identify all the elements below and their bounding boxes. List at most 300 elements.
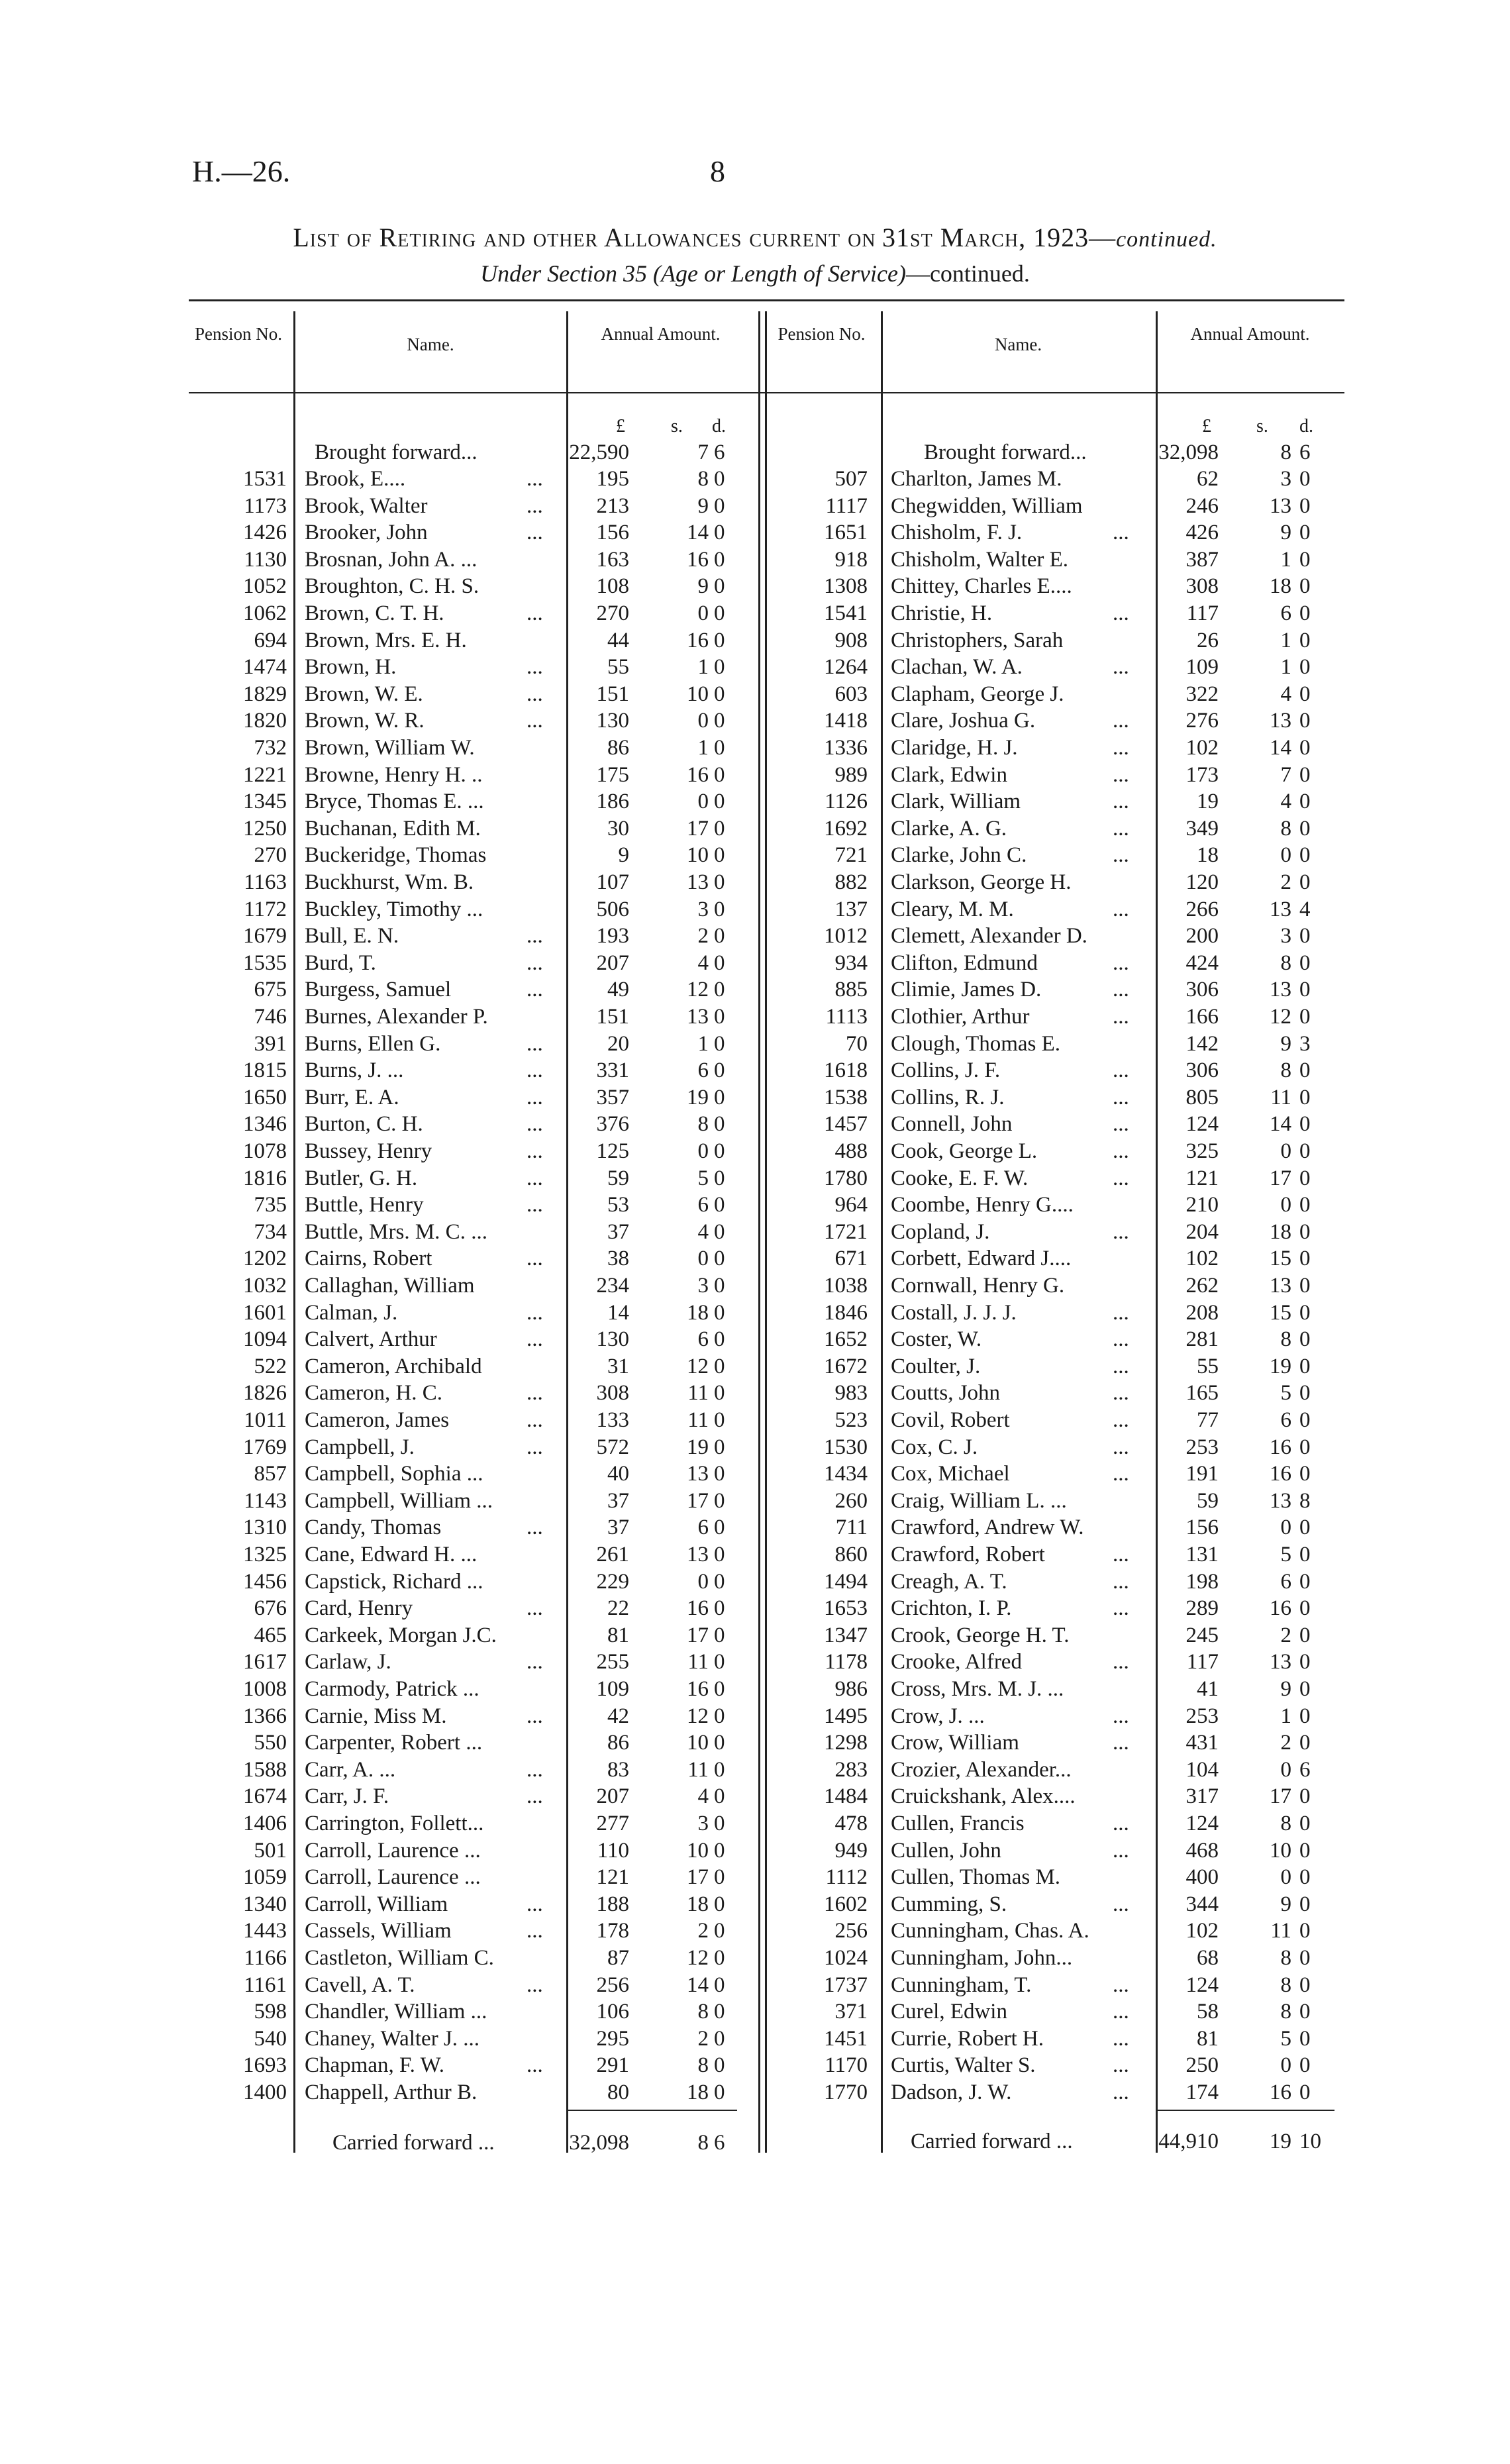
right-pension-no: 1170 (825, 2053, 868, 2078)
left-pension-no: 1130 (244, 547, 287, 572)
left-pensioner-name: Carkeek, Morgan J.C. (305, 1623, 497, 1647)
right-leader-dots: ... (1113, 843, 1129, 868)
right-amount-pence: 0 (1299, 1408, 1311, 1432)
right-amount-pence: 0 (1299, 1193, 1311, 1217)
right-leader-dots: ... (1113, 1219, 1129, 1244)
right-amount-pounds: 117 (1186, 601, 1219, 625)
left-amount-shillings: 12 (687, 1704, 709, 1728)
right-amount-shillings: 2 (1280, 1731, 1291, 1755)
total-label: Carried forward ... (332, 2131, 495, 2155)
left-amount-shillings: 18 (687, 1892, 709, 1916)
right-leader-dots: ... (1113, 521, 1129, 545)
right-leader-dots: ... (1113, 1408, 1129, 1432)
right-amount-shillings: 8 (1280, 1812, 1291, 1835)
total-label: Brought forward... (315, 440, 478, 464)
left-pensioner-name: Carpenter, Robert ... (305, 1731, 483, 1755)
right-pensioner-name: Coombe, Henry G.... (891, 1193, 1074, 1217)
left-amount-pounds: 188 (596, 1892, 629, 1916)
left-amount-pounds: 186 (596, 790, 629, 814)
right-amount-pounds: 250 (1185, 2053, 1219, 2078)
right-amount-shillings: 8 (1280, 1946, 1291, 1970)
left-amount-shillings: 13 (687, 1543, 709, 1566)
right-amount-shillings: 5 (1280, 2026, 1291, 2051)
left-amount-shillings: 0 (697, 601, 709, 625)
right-pensioner-name: Clemett, Alexander D. (891, 924, 1087, 949)
right-amount-pence: 0 (1299, 2053, 1311, 2078)
left-amount-shillings: 19 (687, 1085, 709, 1109)
left-amount-shillings: 11 (687, 1381, 709, 1406)
table-row (0, 735, 1510, 761)
left-pensioner-name: Cairns, Robert (305, 1247, 432, 1271)
right-pensioner-name: Costall, J. J. J. (891, 1300, 1017, 1325)
left-amount-pence: 0 (714, 655, 725, 680)
right-amount-shillings: 8 (1280, 1058, 1291, 1083)
table-row (0, 1783, 1510, 1810)
left-amount-shillings: 10 (687, 682, 709, 706)
table-row (0, 1622, 1510, 1649)
right-leader-dots: ... (1113, 2080, 1129, 2104)
table-row (0, 1649, 1510, 1675)
left-leader-dots: ... (527, 1139, 543, 1163)
right-amount-pence: 0 (1299, 493, 1311, 518)
right-amount-pounds: 173 (1185, 762, 1219, 787)
left-pension-no: 598 (254, 2000, 287, 2024)
left-leader-dots: ... (527, 1757, 543, 1782)
right-amount-pounds: 468 (1185, 1838, 1219, 1863)
left-amount-pence: 0 (714, 1892, 725, 1916)
right-amount-pence: 0 (1299, 1058, 1311, 1083)
left-amount-pence: 0 (714, 924, 725, 949)
right-amount-shillings: 10 (1270, 1838, 1291, 1863)
left-amount-shillings: 0 (697, 709, 709, 733)
right-pensioner-name: Currie, Robert H. (891, 2026, 1044, 2051)
left-pension-no: 1617 (243, 1650, 287, 1674)
left-amount-pounds: 195 (596, 467, 629, 491)
left-leader-dots: ... (527, 493, 543, 518)
left-pensioner-name: Campbell, William ... (305, 1488, 493, 1513)
right-pensioner-name: Coster, W. (891, 1327, 982, 1352)
left-pension-no: 1163 (244, 870, 287, 894)
left-amount-pence: 0 (714, 1085, 725, 1109)
left-amount-shillings: 12 (687, 1354, 709, 1378)
right-amount-shillings: 0 (1280, 1865, 1291, 1890)
table-row (0, 519, 1510, 546)
right-pension-no: 1126 (825, 790, 868, 814)
right-amount-shillings: 3 (1280, 924, 1291, 949)
right-leader-dots: ... (1113, 709, 1129, 733)
right-amount-pence: 0 (1299, 709, 1311, 733)
left-amount-pounds: 107 (596, 870, 629, 894)
left-amount-pounds: 156 (596, 521, 629, 545)
left-pension-no: 391 (254, 1031, 287, 1056)
right-pension-no: 523 (834, 1408, 868, 1432)
right-amount-pence: 0 (1299, 1812, 1311, 1835)
right-amount-pounds: 281 (1185, 1327, 1219, 1352)
right-amount-pounds: 349 (1185, 816, 1219, 841)
right-amount-pence: 0 (1299, 1300, 1311, 1325)
left-pensioner-name: Broughton, C. H. S. (305, 574, 479, 599)
right-amount-shillings: 0 (1280, 843, 1291, 868)
left-amount-pence: 0 (714, 2080, 725, 2104)
right-amount-pounds: 387 (1185, 547, 1219, 572)
right-amount-pence: 0 (1299, 924, 1311, 949)
right-pension-no: 949 (834, 1838, 868, 1863)
right-pension-no: 989 (834, 762, 868, 787)
right-amount-pence: 0 (1299, 628, 1311, 652)
left-pension-no: 1052 (243, 574, 287, 599)
left-amount-shillings: 3 (697, 1812, 709, 1835)
right-leader-dots: ... (1113, 1139, 1129, 1163)
right-amount-shillings: 0 (1280, 1193, 1291, 1217)
left-pension-no: 540 (254, 2026, 287, 2051)
right-pension-no: 603 (834, 682, 868, 706)
right-total-rule (1156, 2110, 1334, 2111)
right-amount-pounds: 104 (1185, 1757, 1219, 1782)
left-amount-shillings: 1 (697, 736, 709, 760)
left-leader-dots: ... (527, 1596, 543, 1621)
right-amount-pounds: 208 (1185, 1300, 1219, 1325)
left-amount-pounds: 44 (607, 628, 629, 652)
left-amount-pence: 0 (714, 1919, 725, 1943)
right-leader-dots: ... (1113, 1543, 1129, 1566)
left-pension-no: 675 (254, 978, 287, 1002)
right-pensioner-name: Crawford, Andrew W. (891, 1515, 1084, 1540)
right-amount-shillings: 0 (1280, 1515, 1291, 1540)
right-amount-shillings: 0 (1280, 1757, 1291, 1782)
right-pension-no: 1770 (824, 2080, 868, 2104)
left-amount-shillings: 19 (687, 1435, 709, 1459)
right-pension-no: 1618 (824, 1058, 868, 1083)
total-pounds: 32,098 (1158, 440, 1219, 464)
right-amount-pounds: 245 (1185, 1623, 1219, 1647)
right-pensioner-name: Christophers, Sarah (891, 628, 1064, 652)
left-pensioner-name: Chappell, Arthur B. (305, 2080, 478, 2104)
left-pension-no: 1094 (243, 1327, 287, 1352)
right-pension-no: 721 (834, 843, 868, 868)
left-amount-pence: 0 (714, 1623, 725, 1647)
right-amount-shillings: 4 (1280, 790, 1291, 814)
left-pension-no: 1400 (243, 2080, 287, 2104)
right-amount-pence: 3 (1299, 1031, 1311, 1056)
right-pensioner-name: Climie, James D. (891, 978, 1042, 1002)
table-row (0, 896, 1510, 923)
right-amount-shillings: 6 (1280, 601, 1291, 625)
left-amount-pounds: 572 (596, 1435, 629, 1459)
right-pension-no: 1484 (824, 1784, 868, 1809)
left-amount-pence: 0 (714, 1247, 725, 1271)
right-pensioner-name: Copland, J. (891, 1219, 990, 1244)
table-row (0, 1138, 1510, 1164)
left-leader-dots: ... (527, 1085, 543, 1109)
unit-shilling-right: s. (1256, 416, 1268, 436)
right-pensioner-name: Clough, Thomas E. (891, 1031, 1061, 1056)
left-amount-shillings: 11 (687, 1408, 709, 1432)
right-amount-shillings: 16 (1270, 1435, 1291, 1459)
left-leader-dots: ... (527, 1892, 543, 1916)
table-row (0, 1272, 1510, 1299)
left-pension-no: 732 (254, 736, 287, 760)
right-pension-no: 1113 (825, 1005, 868, 1029)
right-amount-pounds: 124 (1185, 1973, 1219, 1997)
right-pensioner-name: Collins, J. F. (891, 1058, 1001, 1083)
left-pension-no: 1346 (243, 1112, 287, 1137)
table-row (0, 842, 1510, 868)
right-amount-shillings: 11 (1270, 1085, 1291, 1109)
table-row (0, 1245, 1510, 1272)
col-pension-no-right: Pension No. (778, 324, 866, 344)
right-pensioner-name: Dadson, J. W. (891, 2080, 1012, 2104)
left-pension-no: 735 (254, 1193, 287, 1217)
table-row (0, 1407, 1510, 1433)
right-amount-pence: 0 (1299, 1435, 1311, 1459)
left-leader-dots: ... (527, 1650, 543, 1674)
left-leader-dots: ... (527, 1058, 543, 1083)
table-row (0, 2052, 1510, 2079)
right-amount-shillings: 13 (1270, 493, 1291, 518)
right-amount-pence: 0 (1299, 1462, 1311, 1486)
left-amount-pence: 0 (714, 467, 725, 491)
right-amount-pounds: 102 (1185, 736, 1219, 760)
left-pensioner-name: Carroll, William (305, 1892, 448, 1916)
left-amount-shillings: 12 (687, 978, 709, 1002)
left-amount-pence: 0 (714, 1435, 725, 1459)
unit-pound-left: £ (616, 416, 625, 436)
left-amount-pence: 0 (714, 1515, 725, 1540)
right-pension-no: 1721 (824, 1219, 868, 1244)
right-pensioner-name: Cross, Mrs. M. J. ... (891, 1677, 1064, 1701)
left-pensioner-name: Buckley, Timothy ... (305, 897, 483, 921)
left-leader-dots: ... (527, 978, 543, 1002)
left-amount-pence: 0 (714, 1462, 725, 1486)
right-pension-no: 1652 (824, 1327, 868, 1352)
right-amount-pounds: 308 (1185, 574, 1219, 599)
right-amount-pounds: 210 (1185, 1193, 1219, 1217)
right-amount-shillings: 13 (1270, 897, 1291, 921)
left-pensioner-name: Chandler, William ... (305, 2000, 487, 2024)
left-pensioner-name: Carroll, Laurence ... (305, 1865, 481, 1890)
right-pension-no: 1264 (824, 655, 868, 680)
right-amount-pounds: 262 (1185, 1274, 1219, 1298)
right-amount-shillings: 8 (1280, 1327, 1291, 1352)
right-amount-pence: 0 (1299, 1112, 1311, 1137)
table-row (0, 762, 1510, 788)
right-amount-pounds: 81 (1197, 2026, 1219, 2051)
table-title (0, 222, 1510, 253)
left-amount-shillings: 14 (687, 521, 709, 545)
left-pension-no: 501 (254, 1838, 287, 1863)
right-pension-no: 1336 (824, 736, 868, 760)
right-amount-pence: 0 (1299, 978, 1311, 1002)
left-amount-shillings: 4 (697, 950, 709, 975)
left-amount-pence: 0 (714, 574, 725, 599)
right-amount-pence: 0 (1299, 1274, 1311, 1298)
right-pensioner-name: Coutts, John (891, 1381, 1001, 1406)
right-amount-shillings: 2 (1280, 870, 1291, 894)
table-row (0, 466, 1510, 492)
left-amount-pounds: 295 (596, 2026, 629, 2051)
right-leader-dots: ... (1113, 2000, 1129, 2024)
right-amount-pence: 0 (1299, 1219, 1311, 1244)
left-amount-pounds: 49 (607, 978, 629, 1002)
left-pensioner-name: Brown, W. R. (305, 709, 425, 733)
left-pensioner-name: Buchanan, Edith M. (305, 816, 481, 841)
left-amount-pounds: 53 (607, 1193, 629, 1217)
right-amount-pounds: 400 (1185, 1865, 1219, 1890)
right-amount-pounds: 253 (1185, 1435, 1219, 1459)
right-pensioner-name: Clark, William (891, 790, 1021, 814)
right-amount-shillings: 2 (1280, 1623, 1291, 1647)
right-amount-pence: 0 (1299, 1327, 1311, 1352)
right-amount-pounds: 19 (1197, 790, 1219, 814)
table-row (0, 1219, 1510, 1245)
right-leader-dots: ... (1113, 736, 1129, 760)
right-leader-dots: ... (1113, 2053, 1129, 2078)
left-amount-shillings: 13 (687, 870, 709, 894)
right-leader-dots: ... (1113, 1166, 1129, 1190)
right-pensioner-name: Clarke, John C. (891, 843, 1027, 868)
left-pension-no: 1325 (243, 1543, 287, 1566)
right-amount-shillings: 16 (1270, 2080, 1291, 2104)
right-leader-dots: ... (1113, 1462, 1129, 1486)
left-amount-pence: 0 (714, 736, 725, 760)
right-pensioner-name: Curtis, Walter S. (891, 2053, 1036, 2078)
left-pensioner-name: Card, Henry (305, 1596, 413, 1621)
right-amount-pence: 0 (1299, 816, 1311, 841)
right-amount-pounds: 102 (1185, 1247, 1219, 1271)
left-leader-dots: ... (527, 2053, 543, 2078)
left-amount-pounds: 121 (596, 1865, 629, 1890)
left-pensioner-name: Brown, Mrs. E. H. (305, 628, 467, 652)
left-pension-no: 1826 (243, 1381, 287, 1406)
right-leader-dots: ... (1113, 1731, 1129, 1755)
left-amount-pounds: 14 (607, 1300, 629, 1325)
left-pension-no: 550 (254, 1731, 287, 1755)
right-pensioner-name: Cunningham, John... (891, 1946, 1073, 1970)
left-pensioner-name: Bryce, Thomas E. ... (305, 790, 484, 814)
col-pension-no-left: Pension No. (194, 324, 282, 344)
right-leader-dots: ... (1113, 1812, 1129, 1835)
table-top-rule (189, 299, 1344, 301)
total-pounds: 32,098 (569, 2131, 629, 2155)
left-pensioner-name: Butler, G. H. (305, 1166, 418, 1190)
table-row (0, 707, 1510, 734)
right-pensioner-name: Covil, Robert (891, 1408, 1010, 1432)
right-pension-no: 1308 (824, 574, 868, 599)
right-amount-pounds: 77 (1197, 1408, 1219, 1432)
unit-pence-right: d. (1299, 416, 1313, 436)
right-pension-no: 478 (834, 1812, 868, 1835)
table-row (0, 1864, 1510, 1890)
table-row (0, 788, 1510, 815)
left-amount-pence: 0 (714, 1354, 725, 1378)
left-pensioner-name: Burton, C. H. (305, 1112, 423, 1137)
right-amount-pence: 0 (1299, 1085, 1311, 1109)
right-amount-pounds: 426 (1185, 521, 1219, 545)
right-pensioner-name: Cox, C. J. (891, 1435, 978, 1459)
right-pension-no: 1347 (824, 1623, 868, 1647)
right-amount-shillings: 18 (1270, 1219, 1291, 1244)
right-pensioner-name: Chisholm, F. J. (891, 521, 1023, 545)
left-amount-shillings: 16 (687, 762, 709, 787)
right-amount-pence: 8 (1299, 1488, 1311, 1513)
left-leader-dots: ... (527, 655, 543, 680)
left-pension-no: 1161 (244, 1973, 287, 1997)
left-amount-pounds: 229 (596, 1569, 629, 1594)
left-leader-dots: ... (527, 1300, 543, 1325)
right-leader-dots: ... (1113, 1058, 1129, 1083)
left-amount-shillings: 6 (697, 1058, 709, 1083)
right-amount-shillings: 4 (1280, 682, 1291, 706)
left-pensioner-name: Bull, E. N. (305, 924, 399, 949)
left-leader-dots: ... (527, 1031, 543, 1056)
table-row (0, 627, 1510, 654)
left-amount-pounds: 331 (596, 1058, 629, 1083)
table-row (0, 493, 1510, 519)
right-amount-shillings: 8 (1280, 2000, 1291, 2024)
left-pensioner-name: Bussey, Henry (305, 1139, 432, 1163)
right-amount-shillings: 9 (1280, 1031, 1291, 1056)
right-pension-no: 137 (834, 897, 868, 921)
left-amount-shillings: 16 (687, 1596, 709, 1621)
right-amount-pence: 0 (1299, 950, 1311, 975)
right-pension-no: 371 (834, 2000, 868, 2024)
right-amount-pounds: 26 (1197, 628, 1219, 652)
left-amount-pence: 0 (714, 1274, 725, 1298)
right-amount-pence: 0 (1299, 2080, 1311, 2104)
right-pension-no: 1541 (824, 601, 868, 625)
right-amount-shillings: 14 (1270, 736, 1291, 760)
left-amount-shillings: 3 (697, 897, 709, 921)
unit-pound-right: £ (1202, 416, 1211, 436)
left-amount-pence: 0 (714, 1031, 725, 1056)
right-pensioner-name: Cook, George L. (891, 1139, 1038, 1163)
right-pension-no: 256 (834, 1919, 868, 1943)
right-amount-shillings: 13 (1270, 1274, 1291, 1298)
right-pensioner-name: Crooke, Alfred (891, 1650, 1022, 1674)
right-amount-pence: 0 (1299, 870, 1311, 894)
table-row (0, 1703, 1510, 1729)
left-amount-pence: 0 (714, 1219, 725, 1244)
right-pension-no: 488 (834, 1139, 868, 1163)
left-amount-shillings: 17 (687, 1623, 709, 1647)
right-pensioner-name: Claridge, H. J. (891, 736, 1018, 760)
table-row (0, 1837, 1510, 1864)
left-pensioner-name: Brown, W. E. (305, 682, 423, 706)
left-pension-no: 1650 (243, 1085, 287, 1109)
left-pensioner-name: Carr, J. F. (305, 1784, 389, 1809)
right-amount-pounds: 124 (1185, 1112, 1219, 1137)
left-pensioner-name: Calvert, Arthur (305, 1327, 437, 1352)
right-leader-dots: ... (1113, 762, 1129, 787)
right-pension-no: 1038 (824, 1274, 868, 1298)
left-amount-pence: 0 (714, 1112, 725, 1137)
left-amount-pounds: 506 (596, 897, 629, 921)
left-pensioner-name: Burns, Ellen G. (305, 1031, 441, 1056)
left-pensioner-name: Cassels, William (305, 1919, 452, 1943)
left-amount-pounds: 207 (596, 950, 629, 975)
right-amount-pounds: 246 (1185, 493, 1219, 518)
left-leader-dots: ... (527, 709, 543, 733)
right-leader-dots: ... (1113, 1300, 1129, 1325)
right-amount-pounds: 322 (1185, 682, 1219, 706)
left-pension-no: 1143 (244, 1488, 287, 1513)
left-pension-no: 270 (254, 843, 287, 868)
table-row (0, 950, 1510, 976)
left-leader-dots: ... (527, 521, 543, 545)
left-pensioner-name: Brown, H. (305, 655, 397, 680)
total-pence: 6 (714, 440, 725, 464)
left-amount-pounds: 37 (607, 1219, 629, 1244)
